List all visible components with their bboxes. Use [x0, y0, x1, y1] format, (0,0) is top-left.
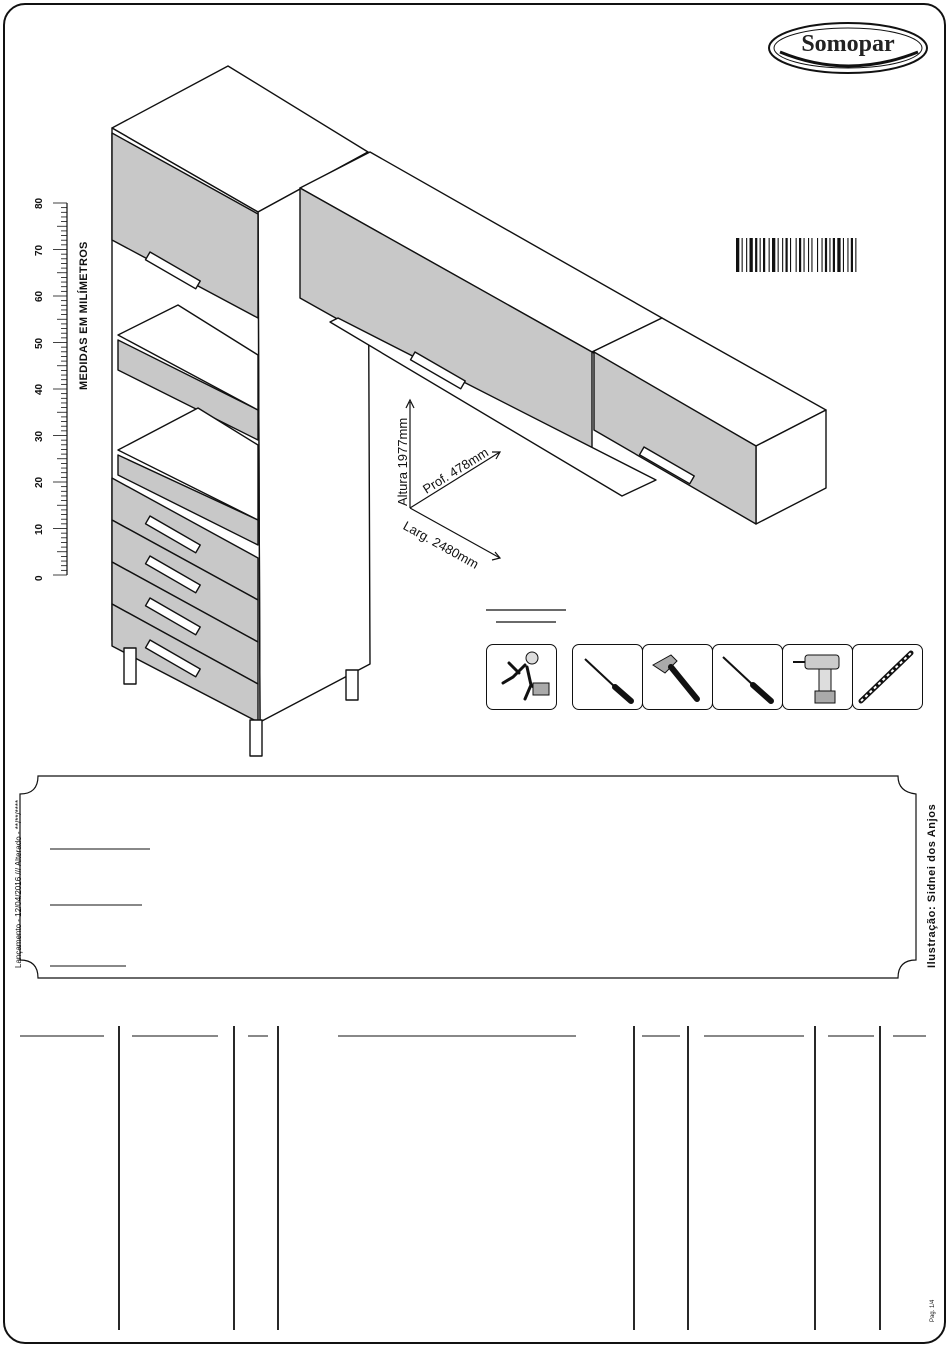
depth-dimension-label: Prof. 478mm: [420, 444, 492, 497]
tool-box-flat-screwdriver: [572, 644, 643, 710]
width-dimension-label: Larg. 2480mm: [400, 518, 482, 572]
ruler-tick-label: 40: [34, 383, 45, 395]
tool-box-drill-bit: [852, 644, 923, 710]
flat-screwdriver-icon: [573, 645, 642, 709]
illustration-credit: Ilustração: Sidnei dos Anjos: [926, 803, 938, 968]
tool-box-installer: [486, 644, 557, 710]
cordless-drill-icon: [783, 645, 852, 709]
ruler-tick-label: 80: [34, 197, 45, 209]
hammer-icon: [643, 645, 712, 709]
ruler-tick-label: 10: [34, 523, 45, 535]
tool-box-cordless-drill: [782, 644, 853, 710]
ruler-tick-label: 70: [34, 244, 45, 256]
brand-name: Somopar: [801, 31, 895, 57]
ruler-tick-label: 20: [34, 476, 45, 488]
ruler-title: MEDIDAS EM MILÍMETROS: [78, 241, 90, 390]
tool-box-hammer: [642, 644, 713, 710]
tool-box-phillips-screwdriver: [712, 644, 783, 710]
ruler-tick-label: 0: [34, 575, 45, 581]
ruler-tick-label: 30: [34, 430, 45, 442]
ruler-tick-label: 60: [34, 290, 45, 302]
height-dimension-label: Altura 1977mm: [395, 417, 410, 506]
page-number: Pag. 1/4: [930, 1299, 936, 1322]
drill-bit-icon: [853, 645, 922, 709]
ruler-tick-label: 50: [34, 337, 45, 349]
phillips-screwdriver-icon: [713, 645, 782, 709]
installer-icon: [487, 645, 556, 709]
release-info: Lançamento - 12/04/2016 /// Alterado - **/**/****: [14, 799, 23, 968]
